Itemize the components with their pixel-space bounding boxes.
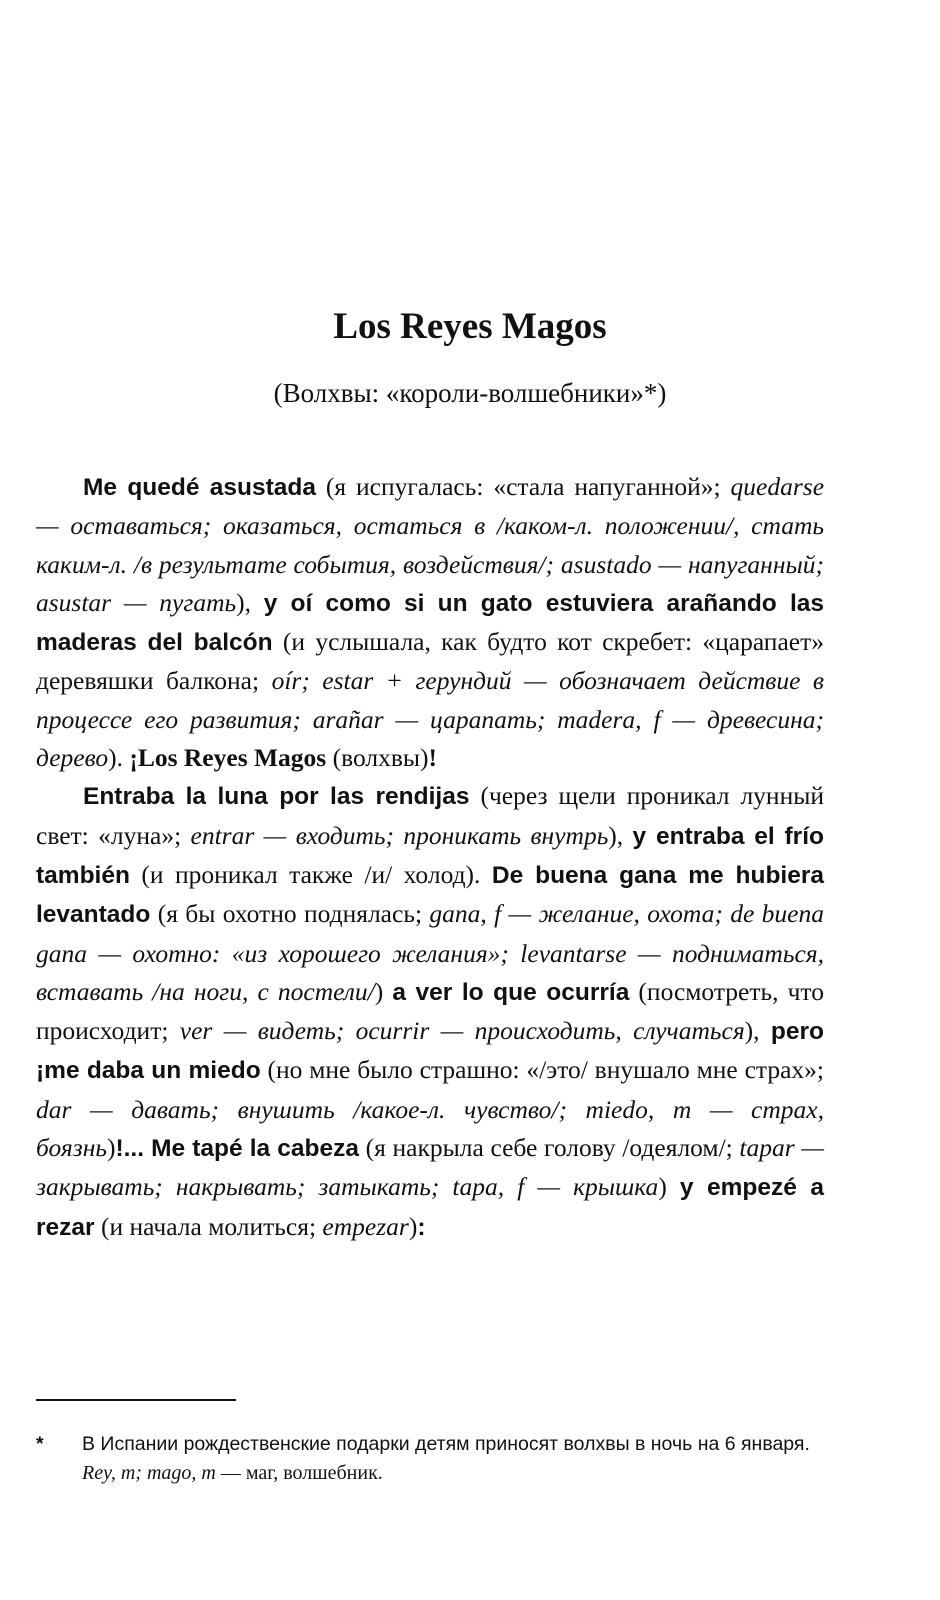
spanish-phrase: Entraba la luna por las rendijas bbox=[83, 783, 470, 811]
paragraph-1 bbox=[36, 468, 824, 777]
grammar-note: quedarse — оставаться; оказаться, остаться в /каком-л. положении/, стать каким-л. /в результате события, воздействия/; asustado — напуганный; asustar — пугать bbox=[36, 472, 825, 617]
chapter-subtitle: (Волхвы: «короли-волшебники»*) bbox=[273, 378, 667, 408]
footnote-terms: Rey, m; mago, m bbox=[82, 1462, 216, 1484]
translation: (волхвы) bbox=[326, 743, 429, 773]
punctuation: ! bbox=[428, 743, 438, 773]
punctuation: ). bbox=[108, 743, 130, 773]
punctuation: ) bbox=[106, 1133, 116, 1163]
chapter-title: Los Reyes Magos bbox=[333, 306, 607, 347]
footnote-definition: — маг, волшебник. bbox=[215, 1462, 383, 1484]
punctuation: ), bbox=[236, 587, 264, 617]
grammar-note: empezar bbox=[322, 1211, 409, 1241]
translation: (и услышала, как будто кот скребет: «царапает» деревяшки балкона; bbox=[36, 627, 824, 696]
punctuation: ) bbox=[408, 1211, 418, 1241]
translation: (я испугалась: «стала напуганной»; bbox=[316, 472, 731, 501]
punctuation: ) bbox=[374, 976, 393, 1006]
translation: (я бы охотно поднялась; bbox=[150, 899, 430, 929]
spanish-phrase: !... Me tapé la cabeza bbox=[115, 1135, 359, 1163]
translation: (и начала молиться; bbox=[94, 1211, 323, 1241]
paragraph-2 bbox=[36, 777, 824, 1247]
footnote bbox=[36, 1430, 824, 1488]
punctuation: ), bbox=[608, 820, 633, 850]
punctuation: ), bbox=[744, 1016, 771, 1046]
spanish-phrase: De buena gana me hubiera levantado bbox=[36, 861, 824, 929]
grammar-note: entrar — входить; проникать внутрь bbox=[190, 820, 609, 850]
grammar-note: dar — давать; внушить /какое-л. чувство/; miedo, m — страх, боязнь bbox=[36, 1094, 824, 1163]
punctuation: : bbox=[417, 1213, 426, 1241]
grammar-note: oír; estar + герундий — обозначает действие в процессе его развития; arañar — царапать; madera, f — древесина; дерево bbox=[36, 666, 824, 773]
translation: (я накрыла себе голову /одеялом/; bbox=[358, 1133, 740, 1163]
footnote-body: В Испании рождественские подарки детям приносят волхвы в ночь на 6 января. bbox=[82, 1433, 810, 1455]
translation: (но мне было страшно: «/это/ внушало мне страх»; bbox=[260, 1055, 824, 1085]
spanish-phrase: y empezé a rezar bbox=[36, 1174, 824, 1241]
spanish-phrase: y oí como si un gato estuviera arañando las maderas del balcón bbox=[36, 589, 825, 657]
footnote-text bbox=[82, 1430, 824, 1488]
spanish-phrase: ¡Los Reyes Magos bbox=[129, 743, 327, 773]
spanish-phrase: y entraba el frío también bbox=[36, 822, 824, 889]
translation: (через щели проникал лунный свет: «луна»; bbox=[36, 781, 825, 850]
translation: (и проникал также /и/ холод). bbox=[129, 859, 492, 889]
spanish-phrase: Me quedé asustada bbox=[83, 474, 317, 501]
grammar-note: tapar — закрывать; накрывать; затыкать; tapa, f — крышка bbox=[36, 1133, 824, 1202]
punctuation: ) bbox=[658, 1172, 680, 1202]
spanish-phrase: a ver lo que ocurría bbox=[392, 978, 630, 1006]
spanish-phrase: pero ¡me daba un miedo bbox=[36, 1018, 824, 1085]
footnote-mark: * bbox=[36, 1433, 44, 1455]
text-body bbox=[36, 468, 824, 1247]
footnote-divider bbox=[36, 1399, 236, 1401]
translation: (посмотреть, что происходит; bbox=[36, 976, 824, 1046]
grammar-note: ver — видеть; ocurrir — происходить, случаться bbox=[179, 1016, 745, 1046]
grammar-note: gana, f — желание, охота; de buena gana — охотно: «из хорошего желания»; levantarse — подниматься, вставать /на ноги, с постели/ bbox=[36, 899, 824, 1006]
